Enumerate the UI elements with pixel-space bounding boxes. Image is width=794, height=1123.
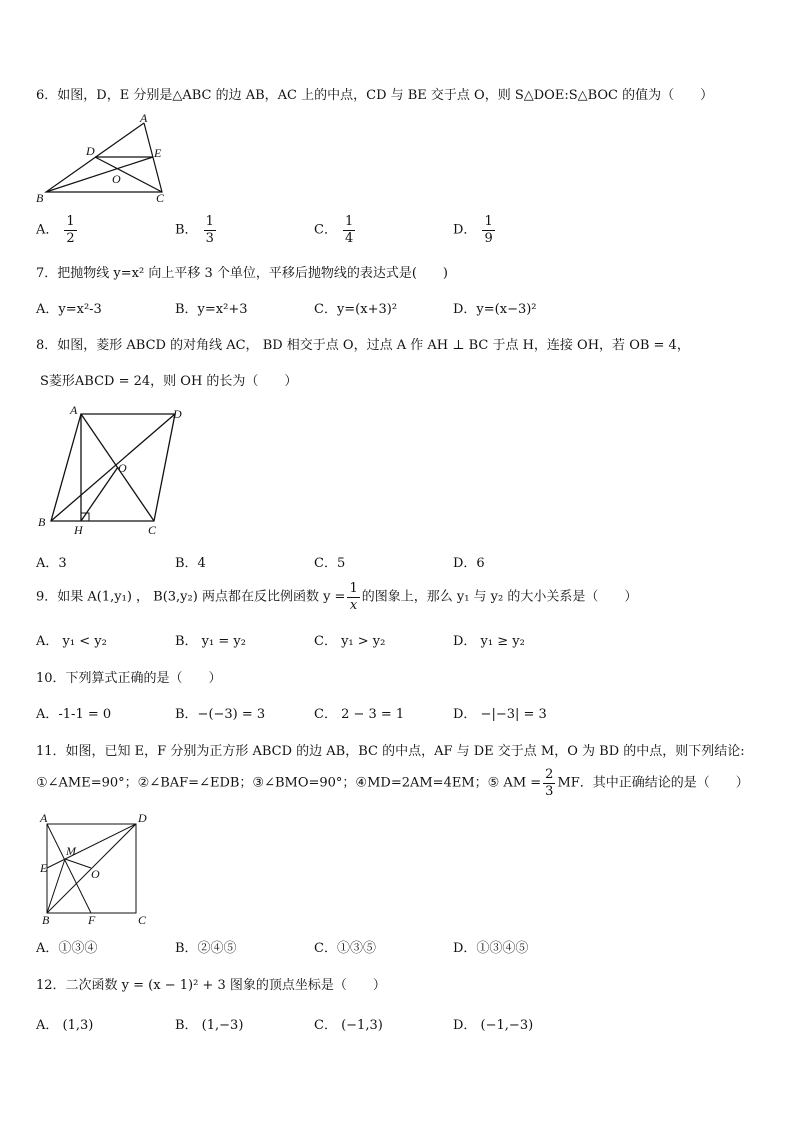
q6-label-o: O (112, 172, 121, 186)
q11-figure (34, 808, 154, 924)
q12-option-a[interactable]: A． (1,3) (36, 1018, 94, 1033)
q8-diagonal-bd (51, 414, 175, 521)
q11-label-d: D (138, 811, 147, 825)
q11-label-e: E (40, 861, 48, 875)
q12-option-b[interactable]: B． (1,−3) (175, 1018, 244, 1033)
q8-label-d: D (173, 407, 182, 421)
q6-option-c[interactable]: C． $\frac{1}{4}$ (314, 214, 354, 246)
q11-segment-mo (65, 859, 91, 868)
q6-label-d: D (86, 144, 95, 158)
q8-option-a[interactable]: A．3 (36, 556, 67, 571)
q11-option-a[interactable]: A．①③④ (36, 941, 98, 956)
q6-segment-cd (95, 157, 162, 192)
q11-text-line1: 11．如图，已知 E，F 分别为正方形 ABCD 的边 AB，BC 的中点，AF 与 DE 交于点 M，O 为 BD 的中点，则下列结论: (36, 744, 745, 759)
q11-option-d[interactable]: D．①③④⑤ (453, 941, 529, 956)
q7-option-a[interactable]: A．y=x²-3 (36, 302, 102, 317)
q9-text: 9．如果 A(1,y₁) ， B(3,y₂) 两点都在反比例函数 y = $\frac{1}{x}$ 的图象上，那么 y₁ 与 y₂ 的大小关系是（ ） (36, 581, 638, 613)
q11-label-c: C (138, 913, 147, 924)
q6-label-b: B (36, 191, 44, 205)
q12-text: 12．二次函数 y = (x − 1)² + 3 图象的顶点坐标是（ ） (36, 978, 386, 993)
q6-option-b[interactable]: B． $\frac{1}{3}$ (175, 214, 214, 246)
q10-option-d[interactable]: D． −|−3| = 3 (453, 707, 547, 722)
q12-option-c[interactable]: C． (−1,3) (314, 1018, 383, 1033)
q6-label-c: C (156, 191, 165, 205)
q9-option-a[interactable]: A． y₁ < y₂ (36, 634, 107, 649)
q7-option-c[interactable]: C．y=(x+3)² (314, 302, 398, 317)
q11-segment-de (47, 824, 136, 868)
q6-option-d[interactable]: D． $\frac{1}{9}$ (453, 214, 493, 246)
q6-label-e: E (154, 146, 162, 160)
q6-text: 6．如图，D，E 分别是△ABC 的边 AB，AC 上的中点，CD 与 BE 交于点 O，则 S△DOE:S△BOC 的值为（ ） (36, 88, 714, 103)
q6-figure (32, 112, 182, 208)
q9-option-c[interactable]: C． y₁ > y₂ (314, 634, 386, 649)
q8-text-line2: S菱形ABCD = 24，则 OH 的长为（ ） (40, 374, 298, 389)
q11-label-o: O (91, 867, 100, 881)
q11-label-a: A (40, 811, 48, 825)
q10-option-a[interactable]: A．-1-1 = 0 (36, 707, 112, 722)
q8-text-line1: 8．如图，菱形 ABCD 的对角线 AC， BD 相交于点 O，过点 A 作 AH ⊥ BC 于点 H，连接 OH，若 OB = 4， (36, 338, 690, 353)
q8-option-b[interactable]: B．4 (175, 556, 206, 571)
q10-option-b[interactable]: B．−(−3) = 3 (175, 707, 266, 722)
q7-option-d[interactable]: D．y=(x−3)² (453, 302, 537, 317)
q8-label-o: O (118, 461, 127, 475)
q6-option-a[interactable]: A． $\frac{1}{2}$ (36, 214, 75, 246)
q8-label-h: H (74, 523, 83, 537)
q11-segment-af (47, 824, 91, 913)
q11-label-b: B (42, 913, 50, 924)
q8-figure (32, 400, 202, 540)
q7-option-b[interactable]: B．y=x²+3 (175, 302, 248, 317)
q11-label-f: F (88, 913, 96, 924)
q6-segment-be (46, 157, 153, 192)
q11-text-line2: ①∠AME=90°；②∠BAF=∠EDB；③∠BMO=90°；④MD=2AM=4EM；⑤ AM = $\frac{2}{3}$ MF．其中正确结论的是（ ） (36, 767, 749, 799)
q8-label-c: C (148, 523, 157, 537)
q8-label-a: A (70, 403, 78, 417)
q11-option-c[interactable]: C．①③⑤ (314, 941, 376, 956)
q8-option-d[interactable]: D．6 (453, 556, 485, 571)
q8-label-b: B (38, 515, 46, 529)
q11-option-b[interactable]: B．②④⑤ (175, 941, 237, 956)
q9-option-d[interactable]: D． y₁ ≥ y₂ (453, 634, 525, 649)
q7-text: 7．把抛物线 y=x² 向上平移 3 个单位，平移后抛物线的表达式是( ) (36, 266, 448, 281)
q12-option-d[interactable]: D． (−1,−3) (453, 1018, 534, 1033)
q9-option-b[interactable]: B． y₁ = y₂ (175, 634, 246, 649)
q11-label-m: M (66, 844, 76, 858)
q6-label-a: A (140, 112, 148, 125)
q8-option-c[interactable]: C．5 (314, 556, 346, 571)
q10-option-c[interactable]: C． 2 − 3 = 1 (314, 707, 405, 722)
q10-text: 10．下列算式正确的是（ ） (36, 671, 222, 686)
